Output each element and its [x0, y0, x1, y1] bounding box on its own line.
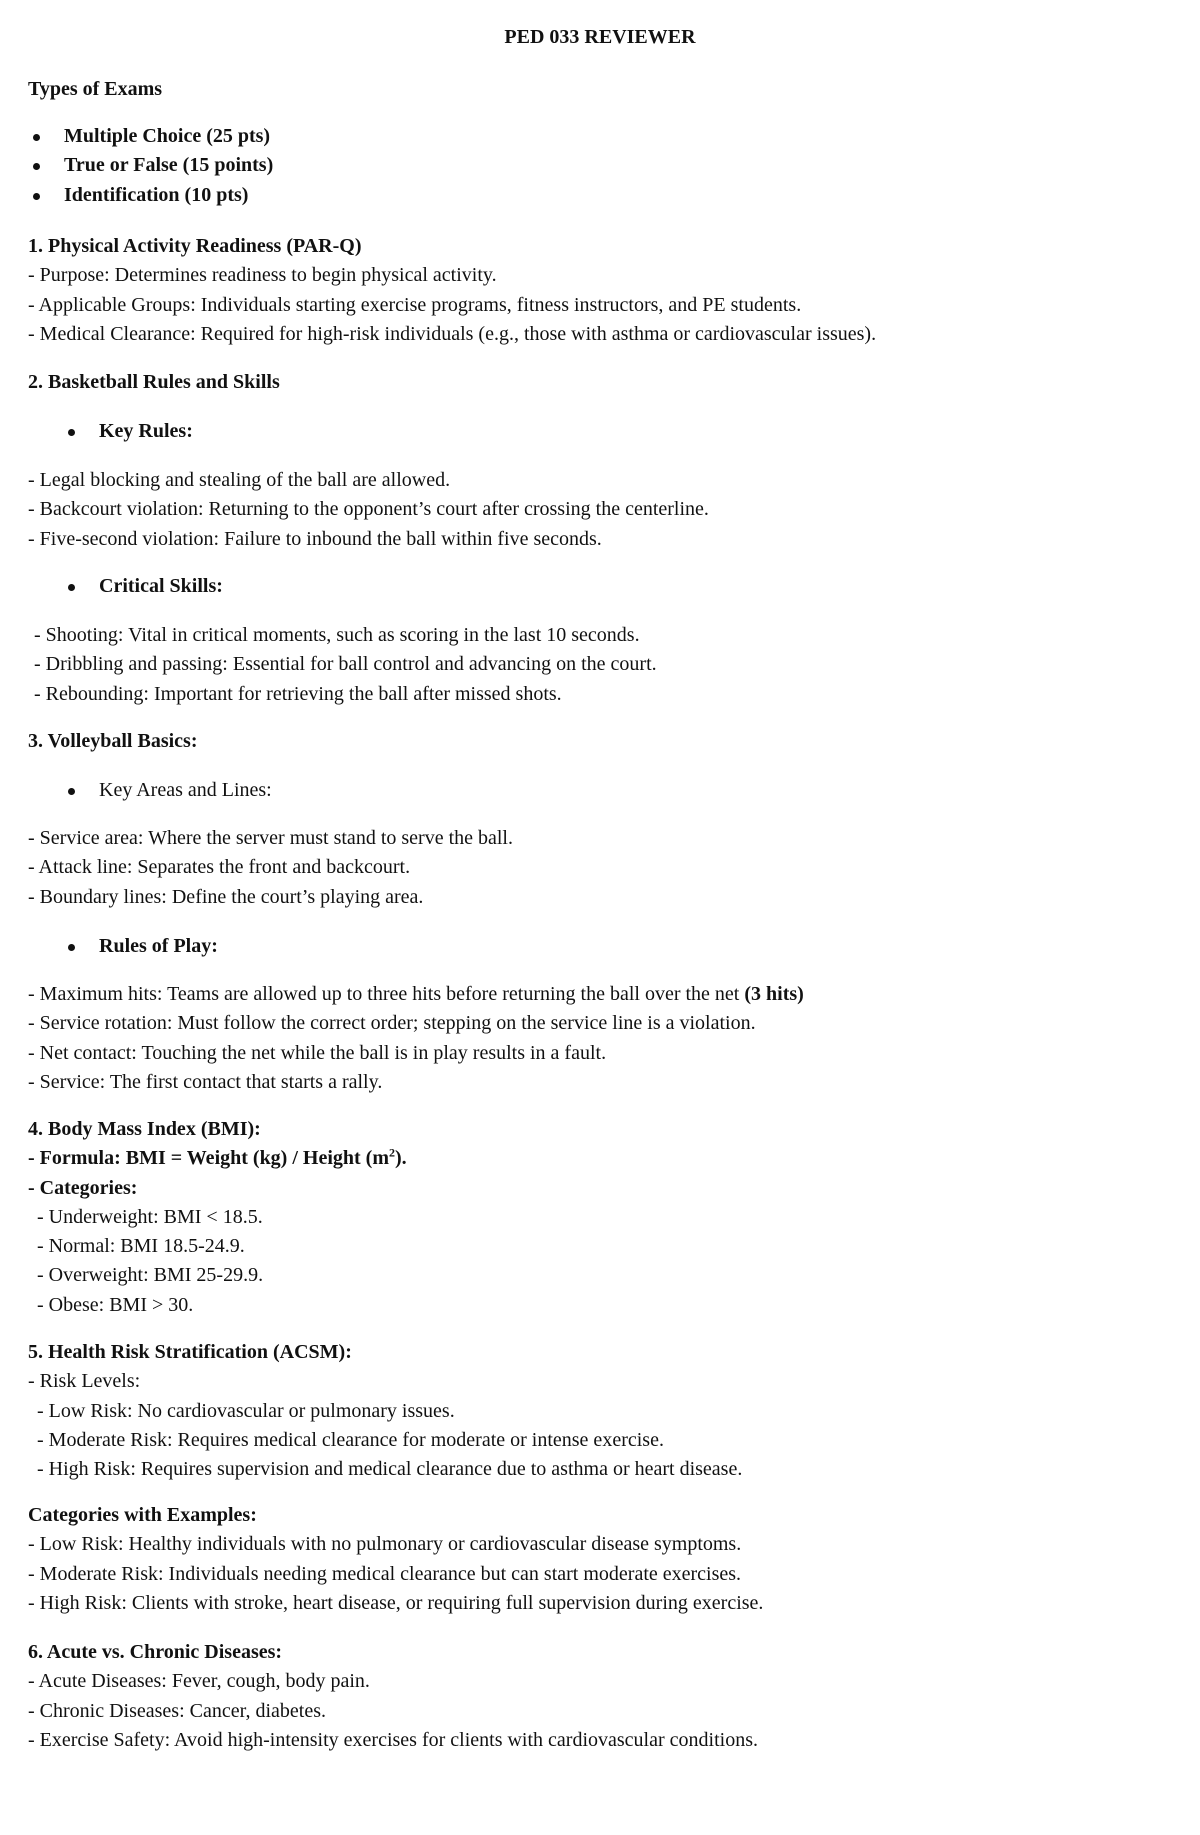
risk-example: - Low Risk: Healthy individuals with no pulmonary or cardiovascular disease symptoms. — [28, 1533, 742, 1556]
section-4-heading: 4. Body Mass Index (BMI): — [28, 1118, 261, 1140]
types-section — [28, 75, 1170, 104]
play-line-text: - Maximum hits: Teams are allowed up to three hits before returning the ball over the net — [28, 983, 745, 1005]
critical-skills-bullet-block — [28, 572, 1170, 601]
key-areas-list — [28, 824, 1170, 912]
rules-of-play-bullet-block — [28, 932, 1170, 961]
types-item: Identification (10 pts) — [28, 181, 1170, 210]
play-line: - Service: The first contact that starts a rally. — [28, 1070, 383, 1093]
section-5-heading: 5. Health Risk Stratification (ACSM): — [28, 1341, 352, 1363]
section-1-heading: 1. Physical Activity Readiness (PAR-Q) — [28, 235, 362, 257]
key-areas-bullet: Key Areas and Lines: — [28, 776, 1170, 805]
types-item: True or False (15 points) — [28, 151, 1170, 180]
disease-line: - Chronic Diseases: Cancer, diabetes. — [28, 1699, 326, 1722]
bmi-formula — [28, 1144, 1170, 1173]
play-line: - Service rotation: Must follow the correct order; stepping on the service line is a violation. — [28, 1012, 756, 1035]
section-1-line: - Applicable Groups: Individuals starting exercise programs, fitness instructors, and PE students. — [28, 293, 802, 316]
play-line: - Net contact: Touching the net while the ball is in play results in a fault. — [28, 1041, 607, 1064]
section-3-heading: 3. Volleyball Basics: — [28, 730, 198, 752]
play-line — [28, 980, 1170, 1009]
disease-line: - Acute Diseases: Fever, cough, body pain. — [28, 1670, 370, 1693]
bmi-formula-text: - Formula: BMI = Weight (kg) / Height (m — [28, 1147, 389, 1170]
disease-line: - Exercise Safety: Avoid high-intensity exercises for clients with cardiovascular conditions. — [28, 1728, 758, 1751]
types-heading: Types of Exams — [28, 78, 163, 100]
key-areas-bullet-block — [28, 776, 1170, 805]
types-item: Multiple Choice (25 pts) — [28, 122, 1170, 151]
rules-of-play-bullet: Rules of Play: — [28, 932, 1170, 961]
area-line: - Boundary lines: Define the court’s playing area. — [28, 885, 424, 908]
bmi-category: - Obese: BMI > 30. — [37, 1293, 194, 1316]
bmi-formula-end: ). — [395, 1147, 407, 1170]
section-2-heading: 2. Basketball Rules and Skills — [28, 371, 280, 393]
key-rules-bullet: Key Rules: — [28, 417, 1170, 446]
types-list — [28, 122, 1170, 210]
section-1-line: - Purpose: Determines readiness to begin physical activity. — [28, 264, 497, 287]
risk-level: - Low Risk: No cardiovascular or pulmonary issues. — [37, 1399, 455, 1422]
risk-examples-heading: Categories with Examples: — [28, 1504, 257, 1526]
critical-skills-list — [28, 621, 1170, 709]
bmi-categories-label: - Categories: — [28, 1176, 138, 1199]
section-1 — [28, 232, 1170, 349]
area-line: - Attack line: Separates the front and backcourt. — [28, 856, 411, 879]
bmi-category: - Overweight: BMI 25-29.9. — [37, 1264, 264, 1287]
bmi-category: - Normal: BMI 18.5-24.9. — [37, 1235, 245, 1258]
max-hits-bold: (3 hits) — [744, 983, 804, 1005]
section-2 — [28, 368, 1170, 397]
rule-line: - Five-second violation: Failure to inbound the ball within five seconds. — [28, 527, 602, 550]
risk-examples — [28, 1501, 1170, 1618]
skill-line: - Shooting: Vital in critical moments, such as scoring in the last 10 seconds. — [34, 624, 640, 646]
bmi-category: - Underweight: BMI < 18.5. — [37, 1205, 263, 1228]
rule-line: - Legal blocking and stealing of the ball are allowed. — [28, 469, 451, 491]
section-1-line: - Medical Clearance: Required for high-risk individuals (e.g., those with asthma or cardiovascular issues). — [28, 322, 877, 345]
rules-of-play-list — [28, 980, 1170, 1097]
document-title: PED 033 REVIEWER — [504, 26, 696, 48]
section-5 — [28, 1338, 1170, 1484]
risk-level: - Moderate Risk: Requires medical clearance for moderate or intense exercise. — [37, 1428, 664, 1451]
section-4 — [28, 1115, 1170, 1320]
area-line: - Service area: Where the server must stand to serve the ball. — [28, 827, 513, 849]
key-rules-bullet-block — [28, 417, 1170, 446]
critical-skills-bullet: Critical Skills: — [28, 572, 1170, 601]
risk-example: - High Risk: Clients with stroke, heart disease, or requiring full supervision during exercise. — [28, 1591, 764, 1614]
risk-example: - Moderate Risk: Individuals needing medical clearance but can start moderate exercises. — [28, 1562, 742, 1585]
key-rules-list — [28, 466, 1170, 554]
skill-line: - Dribbling and passing: Essential for ball control and advancing on the court. — [34, 653, 657, 676]
bmi-formula-exponent: 2 — [389, 1145, 395, 1160]
risk-level: - High Risk: Requires supervision and medical clearance due to asthma or heart disease. — [37, 1458, 743, 1481]
section-6-heading: 6. Acute vs. Chronic Diseases: — [28, 1641, 283, 1663]
risk-levels-label: - Risk Levels: — [28, 1370, 141, 1393]
skill-line: - Rebounding: Important for retrieving the ball after missed shots. — [34, 682, 562, 705]
rule-line: - Backcourt violation: Returning to the opponent’s court after crossing the centerline. — [28, 498, 709, 521]
section-3 — [28, 727, 1170, 756]
section-6 — [28, 1638, 1170, 1755]
